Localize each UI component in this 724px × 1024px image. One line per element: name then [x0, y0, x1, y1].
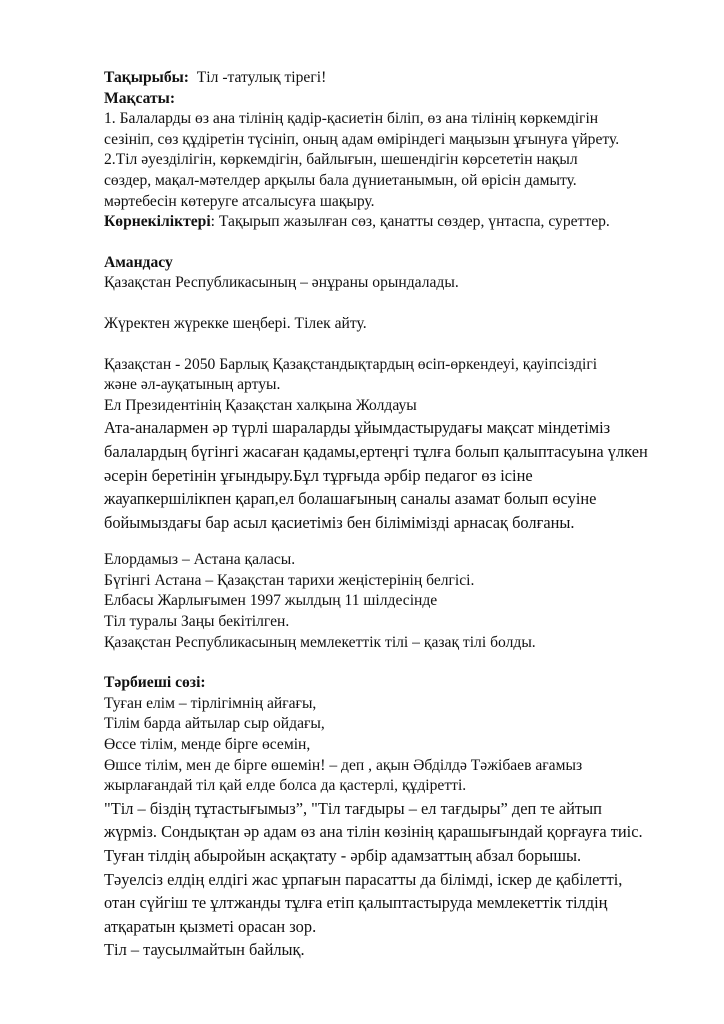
paragraph-line: жауапкершілікпен қарап,ел болашағының саналы азамат болып өсуіне [104, 489, 597, 509]
poem-line: жырлағандай тіл қай елде болса да қастерлі, құдіретті. [104, 777, 467, 795]
capital-line: Елбасы Жарлығымен 1997 жылдың 11 шілдесінде [104, 592, 438, 610]
document-page [104, 68, 704, 962]
circle-line: Жүректен жүрекке шеңбері. Тілек айту. [104, 314, 367, 332]
capital-line: Тіл туралы Заңы бекітілген. [104, 613, 290, 631]
goal-line: мәртебесін көтеруге атсалысуға шақыру. [104, 192, 375, 210]
goal-line: сезініп, сөз құдіретін түсініп, оның адам өміріндегі маңызын ұғынуға үйрету. [104, 130, 620, 148]
teacher-paragraph [104, 797, 704, 962]
poem-line: Өссе тілім, менде бірге өсемін, [104, 736, 311, 754]
paragraph-line: бойымыздағы бар асыл қасиетіміз бен білімімізді арнасақ болғаны. [104, 512, 575, 532]
spacer [104, 534, 704, 550]
spacer [104, 653, 704, 673]
topic-line [104, 68, 704, 89]
strategy-line: және әл-ауқатының артуы. [104, 376, 281, 394]
strategy-line: Ел Президентінің Қазақстан халқына Жолдауы [104, 396, 417, 414]
greeting-title: Амандасу [104, 253, 173, 271]
anthem-line: Қазақстан Республикасының – әнұраны орындалады. [104, 274, 459, 292]
paragraph-line: "Тіл – біздің тұтастығымыз”, "Тіл тағдыры – ел тағдыры” деп те айтып [104, 798, 602, 818]
paragraph-line: Тәуелсіз елдің елдігі жас ұрпағын парасатты да білімді, іскер де қабілетті, [104, 869, 623, 889]
goal-line: 1. Балаларды өз ана тілінің қадір-қасиетін біліп, өз ана тілінің көркемдігін [104, 110, 599, 128]
capital-line: Елордамыз – Астана қаласы. [104, 551, 296, 569]
topic-label: Тақырыбы: [104, 69, 189, 86]
teacher-title: Тәрбиеші сөзі: [104, 674, 206, 692]
goal-line: сөздер, мақал-мәтелдер арқылы бала дүниетанымын, ой өрісін дамыту. [104, 171, 577, 189]
paragraph-line: Ата-аналармен әр түрлі шараларды ұйымдастырудағы мақсат міндетіміз [104, 418, 611, 438]
visuals-label: Көрнекіліктері [104, 213, 211, 231]
paragraph-line: Тіл – таусылмайтын байлық. [104, 940, 305, 960]
strategy-line: Қазақстан - 2050 Барлық Қазақстандықтардың өсіп-өркендеуі, қауіпсіздігі [104, 355, 598, 373]
poem-line: Тілім барда айтылар сыр ойдағы, [104, 715, 325, 733]
poem-line: Өшсе тілім, мен де бірге өшемін! – деп , ақын Әбділдә Тәжібаев ағамыз [104, 756, 583, 774]
visuals-value: : Тақырып жазылған сөз, қанатты сөздер, үнтаспа, суреттер. [210, 213, 610, 231]
parents-paragraph [104, 416, 704, 534]
paragraph-line: Туған тілдің абыройын асқақтату - әрбір адамзаттың абзал борышы. [104, 846, 582, 865]
goal-label: Мақсаты: [104, 89, 176, 107]
paragraph-line: балалардың бүгінгі жасаған қадамы,ертеңгі тұлға болып қалыптасуына үлкен [104, 441, 648, 461]
goal-line: 2.Тіл әуезділігін, көркемдігін, байлығын, шешендігін көрсететін нақыл [104, 151, 578, 169]
paragraph-line: жүрміз. Сондықтан әр адам өз ана тілін көзінің қарашығындай қорғауға тиіс. [104, 822, 643, 842]
capital-line: Бүгінгі Астана – Қазақстан тарихи жеңістерінің белгісі. [104, 571, 475, 589]
paragraph-line: әсерін беретінін ұғындыру.Бұл тұрғыда әрбір педагог өз ісіне [104, 465, 533, 485]
paragraph-line: отан сүйгіш те ұлтжанды тұлға етіп қалыптастыруда мемлекеттік тілдің [104, 893, 608, 913]
capital-line: Қазақстан Республикасының мемлекеттік тілі – қазақ тілі болды. [104, 633, 536, 651]
spacer [104, 233, 704, 253]
spacer [104, 335, 704, 355]
paragraph-line: атқаратын қызметі орасан зор. [104, 916, 317, 936]
poem-line: Туған елім – тірлігімнің айғағы, [104, 694, 317, 712]
visuals-line [104, 212, 704, 233]
spacer [104, 294, 704, 314]
topic-value: Тіл -татулық тірегі! [188, 69, 327, 86]
